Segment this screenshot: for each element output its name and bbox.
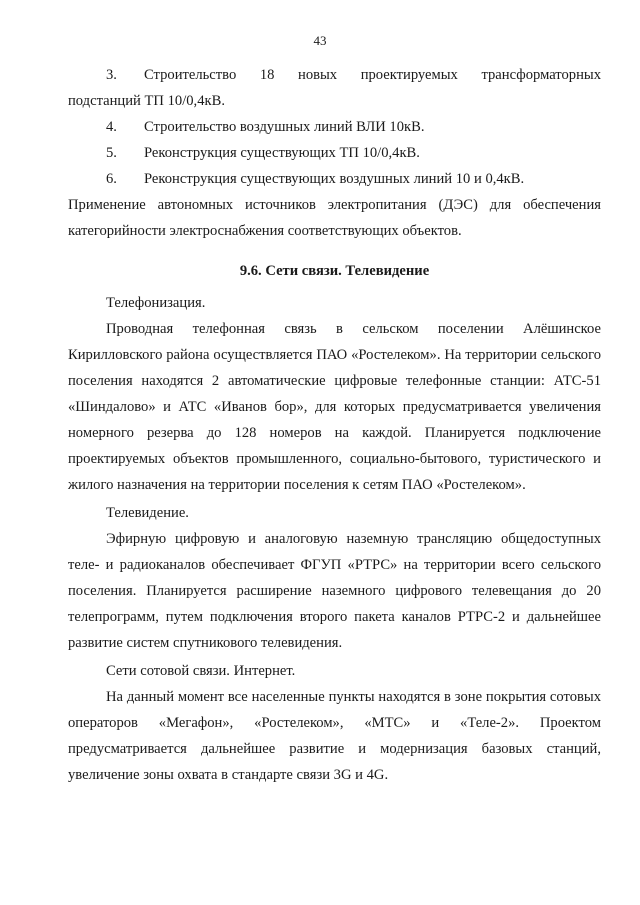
list-item-text: Строительство воздушных линий ВЛИ 10кВ. — [144, 119, 425, 135]
section-heading: 9.6. Сети связи. Телевидение — [239, 263, 430, 279]
list-item-number: 4. — [106, 119, 117, 135]
list-item-number: 5. — [106, 145, 117, 161]
paragraph-cellular: На данный момент все населенные пункты находятся в зоне покрытия сотовых операторов «Мегафон», «Ростелеком», «МТС» и «Теле-2». Проектом предусматривается дальнейшее развитие и модернизация базовых станций, увеличение зоны охвата в стандарте связи 3G и 4G. — [68, 689, 601, 783]
list-item-3 — [68, 62, 601, 88]
paragraph-television: Эфирную цифровую и аналоговую наземную трансляцию общедоступных теле- и радиоканалов обеспечивает ФГУП «РТРС» на территории всего сельского поселения. Планируется расширение наземного цифрового телевещания до 20 телепрограмм, путем подключения второго пакета каналов РТРС-2 и дальнейшее развитие систем спутникового телевидения. — [68, 531, 601, 651]
list-item-4 — [68, 114, 601, 140]
page-content — [68, 62, 601, 788]
list-item-5 — [68, 140, 601, 166]
list-item-3-continuation: подстанций ТП 10/0,4кВ. — [68, 93, 225, 109]
subheading-telephony: Телефонизация. — [106, 295, 206, 311]
subheading-television: Телевидение. — [106, 505, 189, 521]
paragraph-autonomous-power: Применение автономных источников электропитания (ДЭС) для обеспечения категорийности электроснабжения соответствующих объектов. — [68, 197, 601, 239]
list-item-text: Реконструкция существующих воздушных линий 10 и 0,4кВ. — [144, 171, 525, 187]
list-item-text: Строительство 18 новых проектируемых трансформаторных — [144, 67, 601, 83]
list-item-text: Реконструкция существующих ТП 10/0,4кВ. — [144, 145, 420, 161]
list-item-number: 6. — [106, 171, 117, 187]
list-item-number: 3. — [106, 67, 117, 83]
paragraph-telephony: Проводная телефонная связь в сельском поселении Алёшинское Кирилловского района осуществляется ПАО «Ростелеком». На территории сельского поселения находятся 2 автоматические цифровые телефонные станции: АТС-51 «Шиндалово» и АТС «Иванов бор», для которых предусматривается увеличения номерного резерва до 128 номеров на каждой. Планируется подключение проектируемых объектов промышленного, социально-бытового, туристического и жилого назначения на территории поселения к сетям ПАО «Ростелеком». — [68, 321, 601, 493]
list-item-6 — [68, 166, 601, 192]
page-number: 43 — [313, 33, 327, 48]
subheading-cellular: Сети сотовой связи. Интернет. — [106, 663, 296, 679]
